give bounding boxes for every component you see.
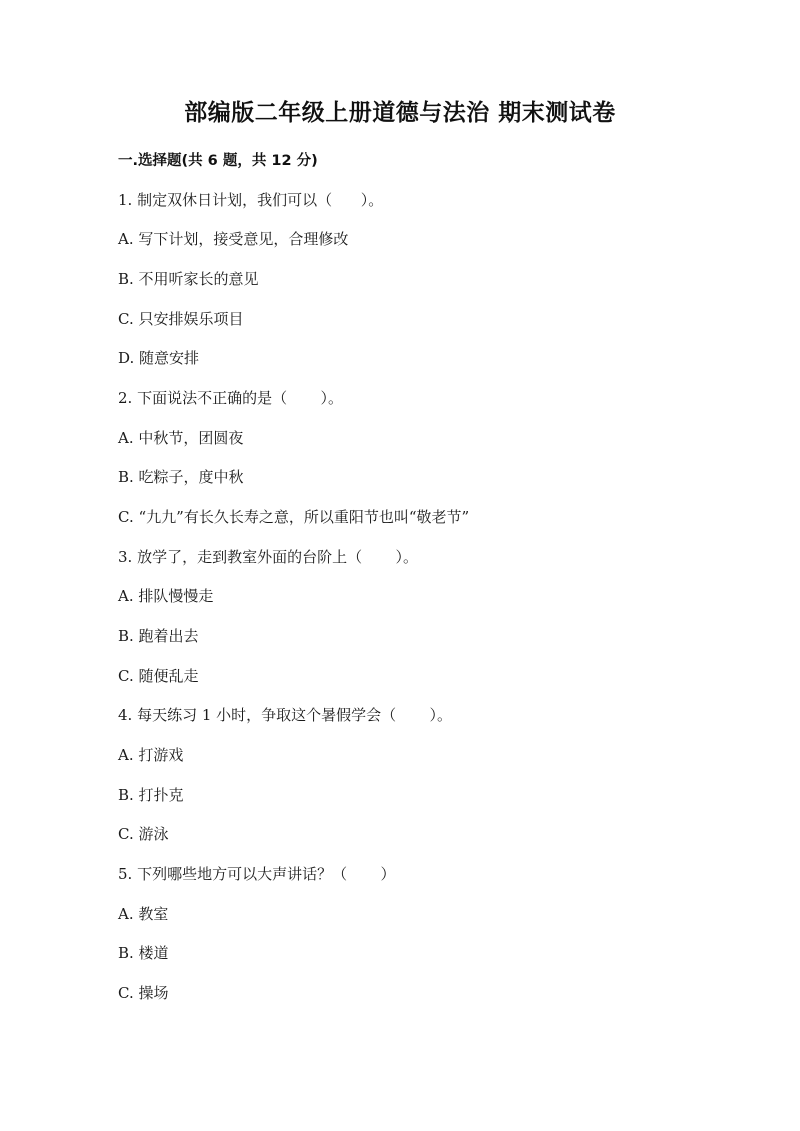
- question-5-option-a: A. 教室: [118, 905, 169, 923]
- question-1-option-d: D. 随意安排: [118, 349, 200, 367]
- question-4-option-a: A. 打游戏: [118, 746, 184, 764]
- question-2-stem: 2. 下面说法不正确的是（ ）。: [118, 389, 343, 407]
- page-title: 部编版二年级上册道德与法治 期末测试卷: [184, 100, 616, 126]
- section-heading: 一.选择题(共 6 题，共 12 分): [118, 153, 318, 169]
- question-1-stem: 1. 制定双休日计划，我们可以（ ）。: [118, 191, 384, 209]
- question-5-stem: 5. 下列哪些地方可以大声讲话？（ ）: [118, 865, 396, 883]
- question-5-option-b: B. 楼道: [118, 944, 169, 962]
- question-3-option-b: B. 跑着出去: [118, 627, 199, 645]
- question-3-option-c: C. 随便乱走: [118, 667, 199, 685]
- question-1-option-c: C. 只安排娱乐项目: [118, 310, 244, 328]
- question-2-option-a: A. 中秋节，团圆夜: [118, 429, 244, 447]
- question-5-option-c: C. 操场: [118, 984, 169, 1002]
- question-1-option-b: B. 不用听家长的意见: [118, 270, 259, 288]
- question-4-option-b: B. 打扑克: [118, 786, 184, 804]
- question-3-option-a: A. 排队慢慢走: [118, 587, 214, 605]
- question-4-stem: 4. 每天练习 1 小时，争取这个暑假学会（ ）。: [118, 706, 453, 724]
- question-2-option-c: C. “九九”有长久长寿之意，所以重阳节也叫“敬老节”: [118, 508, 470, 526]
- question-1-option-a: A. 写下计划，接受意见，合理修改: [118, 230, 349, 248]
- question-2-option-b: B. 吃粽子，度中秋: [118, 468, 244, 486]
- question-4-option-c: C. 游泳: [118, 825, 169, 843]
- question-3-stem: 3. 放学了，走到教室外面的台阶上（ ）。: [118, 548, 418, 566]
